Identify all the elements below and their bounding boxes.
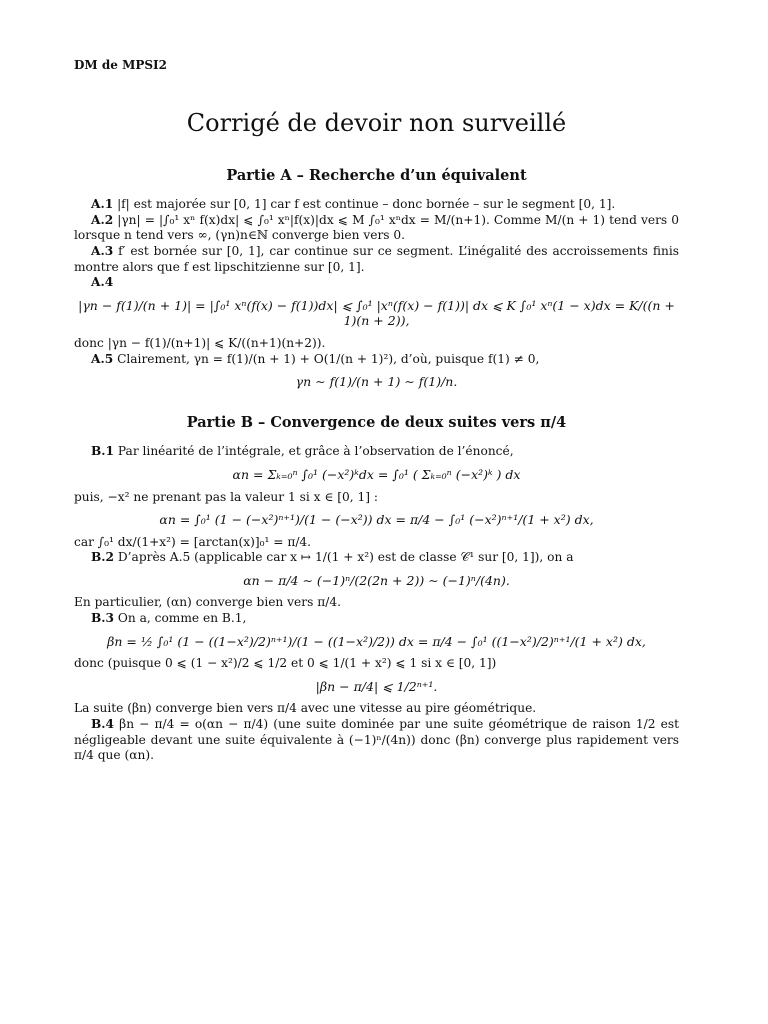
text-b3-after: La suite (βn) converge bien vers π/4 avec une vitesse au pire géométrique.: [74, 701, 537, 716]
text-a1: |f| est majorée sur [0, 1] car f est continue – donc bornée – sur le segment [0, 1].: [117, 197, 616, 212]
text-b1-mid: puis, −x² ne prenant pas la valeur 1 si x ∈ [0, 1] :: [74, 489, 378, 504]
label-a2: A.2: [91, 212, 114, 227]
paragraph-b1: [74, 444, 679, 460]
text-b1: Par linéarité de l’intégrale, et grâce à l’observation de l’énoncé,: [117, 444, 514, 459]
paragraph-b4: [74, 717, 679, 764]
text-b1-after: car ∫₀¹ dx/(1+x²) = [arctan(x)]₀¹ = π/4.: [74, 534, 312, 549]
text-a5: Clairement, γn = f(1)/(n + 1) + O(1/(n + 1)²), d’où, puisque f(1) ≠ 0,: [117, 351, 540, 366]
text-b3-mid: donc (puisque 0 ⩽ (1 − x²)/2 ⩽ 1/2 et 0 ⩽ 1/(1 + x²) ⩽ 1 si x ∈ [0, 1]): [74, 656, 497, 671]
paragraph-a2: [74, 213, 679, 244]
part-a-heading: Partie A – Recherche d’un équivalent: [226, 166, 527, 184]
label-b1: B.1: [91, 444, 115, 459]
text-b2-after: En particulier, (αn) converge bien vers π/4.: [74, 595, 341, 610]
equation-a4: |γn − f(1)/(n + 1)| = |∫₀¹ xⁿ(f(x) − f(1))dx| ⩽ ∫₀¹ |xⁿ(f(x) − f(1))| dx ⩽ K ∫₀¹ xⁿ(1 − x)dx = K/((n + 1)(n + 2)),: [78, 297, 675, 329]
equation-b1-1: αn = Σₖ₌₀ⁿ ∫₀¹ (−x²)ᵏdx = ∫₀¹ ( Σₖ₌₀ⁿ (−x²)ᵏ ) dx: [232, 466, 521, 482]
document-header: DM de MPSI2: [74, 58, 168, 72]
text-a2: |γn| = |∫₀¹ xⁿ f(x)dx| ⩽ ∫₀¹ xⁿ|f(x)|dx ⩽ M ∫₀¹ xⁿdx = M/(n+1). Comme M/(n + 1) tend vers 0 lorsque n tend vers ∞, (γn)n∈ℕ converge bien vers 0.: [74, 212, 679, 243]
label-a4: A.4: [91, 275, 114, 290]
text-b4: βn − π/4 = o(αn − π/4) (une suite dominée par une suite géométrique de raison 1/2 est négligeable devant une suite équivalente à (−1)ⁿ/(4n)) donc (βn) converge plus rapidement vers π/4 que (αn).: [74, 717, 679, 763]
label-b2: B.2: [91, 550, 115, 565]
label-a5: A.5: [91, 351, 114, 366]
equation-b2: αn − π/4 ∼ (−1)ⁿ/(2(2n + 2)) ∼ (−1)ⁿ/(4n).: [243, 572, 510, 588]
paragraph-b2: [74, 550, 679, 566]
paragraph-a5: [74, 352, 679, 368]
text-b3: On a, comme en B.1,: [117, 611, 247, 626]
paragraph-b3: [74, 611, 679, 627]
equation-b3-2: |βn − π/4| ⩽ 1/2ⁿ⁺¹.: [315, 678, 438, 694]
text-a3: f′ est bornée sur [0, 1], car continue sur ce segment. L’inégalité des accroissements finis montre alors que f est lipschitzienne sur [0, 1].: [74, 243, 679, 274]
document-page: [74, 58, 679, 764]
equation-b3: βn = ½ ∫₀¹ (1 − ((1−x²)/2)ⁿ⁺¹)/(1 − ((1−x²)/2)) dx = π/4 − ∫₀¹ ((1−x²)/2)ⁿ⁺¹/(1 + x²) dx,: [107, 633, 646, 649]
paragraph-a3: [74, 244, 679, 275]
label-b4: B.4: [91, 717, 115, 732]
equation-b1-2: αn = ∫₀¹ (1 − (−x²)ⁿ⁺¹)/(1 − (−x²)) dx = π/4 − ∫₀¹ (−x²)ⁿ⁺¹/(1 + x²) dx,: [159, 512, 594, 528]
document-title: Corrigé de devoir non surveillé: [186, 108, 567, 137]
equation-a5: γn ∼ f(1)/(n + 1) ∼ f(1)/n.: [295, 374, 458, 390]
label-b3: B.3: [91, 611, 115, 626]
text-a4-after: donc |γn − f(1)/(n+1)| ⩽ K/((n+1)(n+2)).: [74, 335, 326, 350]
label-a3: A.3: [91, 243, 114, 258]
text-b2: D’après A.5 (applicable car x ↦ 1/(1 + x²) est de classe 𝒞¹ sur [0, 1]), on a: [117, 550, 574, 565]
paragraph-a1: [74, 197, 679, 213]
label-a1: A.1: [91, 197, 114, 212]
paragraph-a4: [74, 275, 679, 291]
part-b-heading: Partie B – Convergence de deux suites vers π/4: [186, 413, 567, 431]
